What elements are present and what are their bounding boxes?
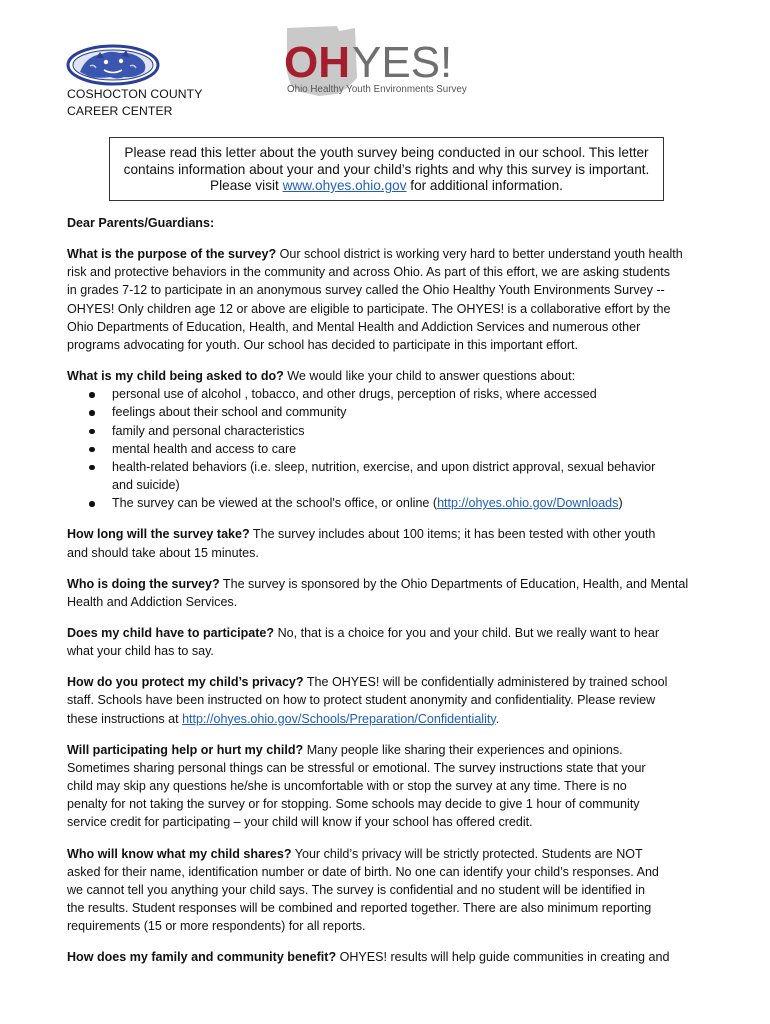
privacy-question: How do you protect my child’s privacy? — [67, 675, 304, 690]
notice-line3-suffix: for additional information. — [406, 178, 563, 193]
list-item: personal use of alcohol , tobacco, and other drugs, perception of risks, where accessed — [67, 385, 717, 403]
ohyes-website-link[interactable]: www.ohyes.ohio.gov — [282, 178, 407, 193]
section-asked: What is my child being asked to do? We would like your child to answer questions about: personal use of alcohol , tobacco, and other drugs, perception of risks, where accessed feelings about their school and community family and personal characteristics mental health and access to care health-related behaviors (i.e. sleep, nutrition, exercise, and upon district approval, sexual behavior and suicide) The survey can be viewed at the school's office, or online (http://ohyes.ohio.gov/Downloads) — [67, 367, 717, 512]
asked-question: What is my child being asked to do? — [67, 369, 284, 384]
section-knows: Who will know what my child shares? Your child’s privacy will be strictly protected. Students are NOT asked for their name, identification number or date of birth. No one can identify your child’s responses. And we cannot tell you anything your child says. The survey is confidential and no student will be identified in the results. Student responses will be combined and reported together. There are also minimum reporting requirements (15 or more respondents) for all reports. — [67, 846, 659, 934]
letter-body — [67, 214, 717, 966]
ohyes-logo — [279, 22, 479, 100]
notice-line2: contains information about your and your child’s rights and why this survey is important. — [123, 161, 650, 177]
knows-question: Who will know what my child shares? — [67, 846, 292, 861]
section-must: Does my child have to participate? No, that is a choice for you and your child. But we really want to hear what your child has to say. — [67, 625, 660, 659]
list-item: family and personal characteristics — [67, 422, 717, 440]
must-question: Does my child have to participate? — [67, 625, 275, 640]
help-question: Will participating help or hurt my child? — [67, 742, 304, 757]
topics-list — [67, 385, 717, 512]
bullet-icon — [89, 410, 95, 416]
notice-line3 — [110, 178, 663, 195]
section-who: Who is doing the survey? The survey is sponsored by the Ohio Departments of Education, Health, and Mental Health and Addiction Services. — [67, 576, 689, 609]
logo-yes-text: YES! — [352, 38, 453, 87]
section-help: Will participating help or hurt my child? Many people like sharing their experiences and opinions. Sometimes sharing personal things can be stressful or emotional. The survey instructions state that your child may skip any questions he/she is uncomfortable with or stop the survey at any time. There is no penalty for not taking the survey or for stopping. Some schools may decide to give 1 hour of community service credit for participating – your child will know if your school has offered credit. — [67, 742, 646, 830]
list-item: feelings about their school and community — [67, 403, 717, 421]
salutation: Dear Parents/Guardians: — [67, 216, 215, 230]
downloads-link[interactable]: http://ohyes.ohio.gov/Downloads — [437, 496, 619, 511]
bullet-icon — [89, 392, 95, 398]
section-howlong: How long will the survey take? The survey includes about 100 items; it has been tested with other youth and should take about 15 minutes. — [67, 527, 656, 560]
section-privacy: How do you protect my child’s privacy? The OHYES! will be confidentially administered by trained school staff. Schools have been instructed on how to protect student anonymity and confidentiality. Please review these instructions at http://ohyes.ohio.gov/Schools/Preparation/Confidentiality. — [67, 675, 668, 726]
logo-oh-text: OH — [284, 38, 350, 87]
purpose-question: What is the purpose of the survey? — [67, 247, 277, 262]
bullet-icon — [89, 501, 95, 507]
notice-line1: Please read this letter about the youth survey being conducted in our school. This letter — [124, 145, 649, 160]
benefit-question: How does my family and community benefit? — [67, 950, 337, 965]
logo-subtitle: Ohio Healthy Youth Environments Survey — [287, 84, 467, 95]
school-name-line1: COSHOCTON COUNTY — [67, 87, 203, 101]
bullet-icon — [89, 465, 95, 471]
bullet-icon — [89, 429, 95, 435]
list-item: health-related behaviors (i.e. sleep, nutrition, exercise, and upon district approval, sexual behavior and suicide) — [67, 458, 717, 494]
list-item: mental health and access to care — [67, 440, 717, 458]
school-name — [67, 86, 202, 120]
section-benefit: How does my family and community benefit? OHYES! results will help guide communities in creating and — [67, 950, 670, 965]
list-item: The survey can be viewed at the school's office, or online (http://ohyes.ohio.gov/Downloads) — [67, 494, 717, 512]
who-question: Who is doing the survey? — [67, 576, 220, 591]
bullet-icon — [89, 447, 95, 453]
school-name-line2: CAREER CENTER — [67, 104, 173, 118]
school-logo-icon — [66, 44, 160, 86]
howlong-question: How long will the survey take? — [67, 527, 250, 542]
confidentiality-link[interactable]: http://ohyes.ohio.gov/Schools/Preparation/Confidentiality — [182, 711, 496, 726]
notice-line3-prefix: Please visit — [210, 178, 283, 193]
notice-box — [109, 137, 664, 201]
section-purpose: What is the purpose of the survey? Our school district is working very hard to better understand youth health risk and protective behaviors in the community and across Ohio. As part of this effort, we are asking students in grades 7-12 to participate in an anonymous survey called the Ohio Healthy Youth Environments Survey -- OHYES! Only children age 12 or above are eligible to participate. The OHYES! is a collaborative effort by the Ohio Departments of Education, Health, and Mental Health and Addiction Services and numerous other programs advocating for youth. Our school has decided to participate in this important effort. — [67, 247, 683, 352]
